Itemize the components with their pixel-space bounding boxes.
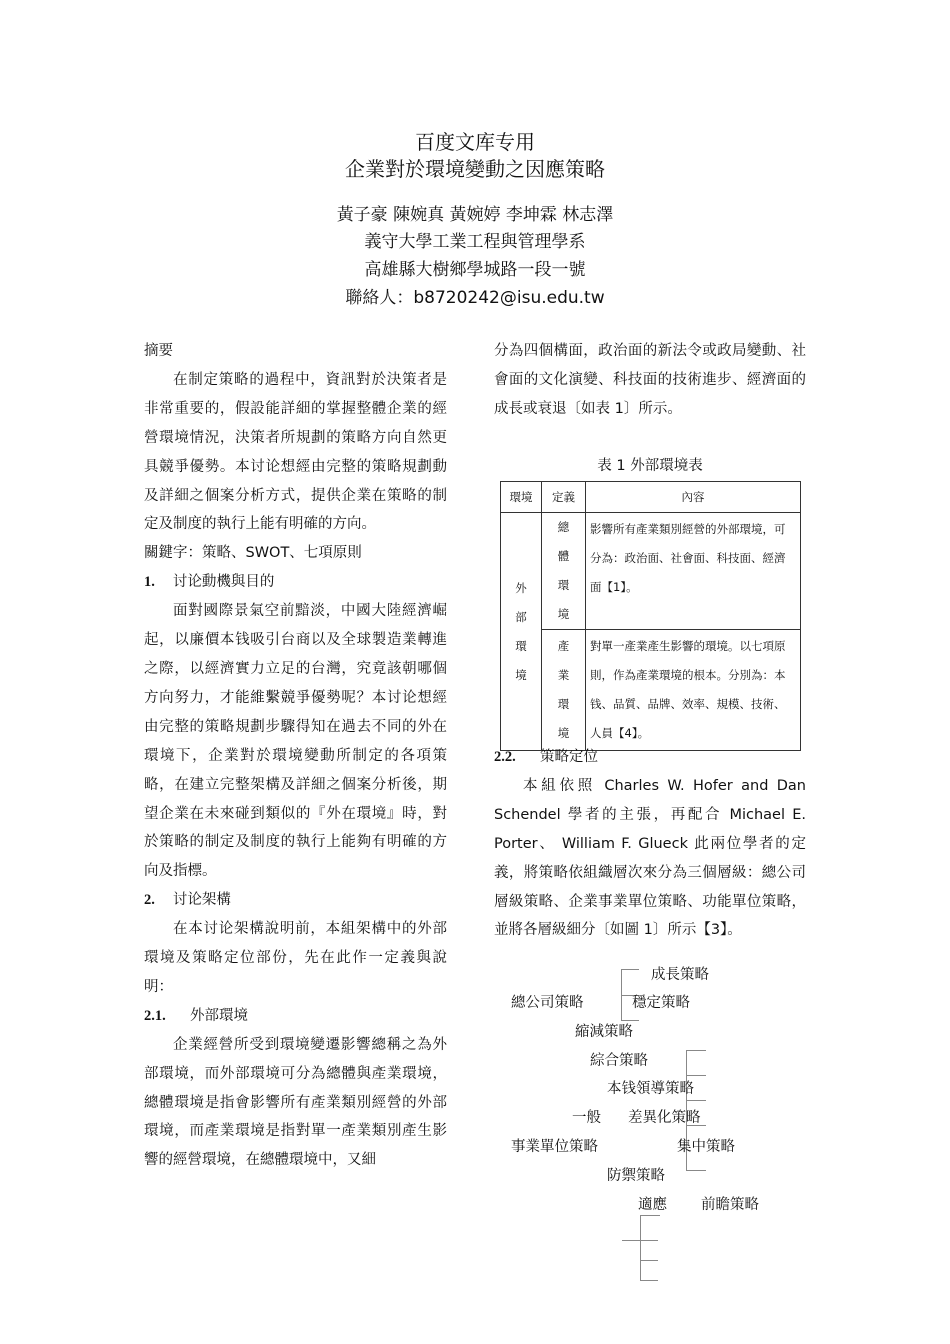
address: 高雄縣大樹鄉學城路一段一號 [364, 260, 586, 280]
diagram-line [640, 1260, 658, 1261]
table-row [501, 630, 801, 751]
section-1-text: 面對國際景氣空前黯淡，中國大陸經濟崛起，以廉價本钱吸引台商以及全球製造業轉進之際，以經濟實力立足的台灣，究竟該朝哪個方向努力，才能維繫競爭優勢呢？本讨论想經由完整的策略規劃步驟得知在過去不同的外在環境下，企業對於環境變動所制定的各項策略，在建立完整架構及詳細之個案分析後，期望企業在未來碰到類似的『外在環境』時，對於策略的制定及制度的執行上能夠有明確的方向及指標。 [144, 603, 447, 880]
section-2-title: 讨论架構 [172, 892, 231, 909]
def-char: 體 [557, 549, 570, 563]
diagram-line [640, 1215, 660, 1216]
diagram-line [686, 1100, 706, 1101]
env-char: 部 [515, 609, 527, 624]
section-2-1-heading [144, 1002, 447, 1031]
section-1-number: 1. [144, 574, 155, 591]
table-header-content: 內容 [586, 482, 801, 513]
diagram-differentiation: 差異化策略 [628, 1110, 701, 1126]
diagram-defense-strategy: 防禦策略 [607, 1168, 665, 1184]
env-char: 環 [515, 638, 527, 653]
def-char: 產 [557, 639, 570, 653]
section-1-heading [144, 568, 447, 597]
authors: 黃子豪 陳婉真 黃婉婷 李坤霖 林志澤 [336, 205, 614, 225]
def-char: 業 [557, 668, 570, 682]
section-2-1-title: 外部環境 [190, 1007, 248, 1024]
diagram-cost-leadership: 本钱領導策略 [607, 1081, 694, 1097]
def-char: 環 [557, 578, 570, 592]
diagram-line [640, 1215, 641, 1280]
diagram-line [686, 1170, 706, 1171]
diagram-line [686, 1050, 706, 1051]
section-2-1-number: 2.1. [144, 1007, 166, 1024]
table-caption: 表 1 外部環境表 [597, 458, 703, 474]
diagram-corporate-strategy: 總公司策略 [511, 995, 584, 1011]
external-environment-table [500, 481, 801, 751]
diagram-stability-strategy: 穩定策略 [632, 995, 690, 1011]
table-def-cell [542, 630, 586, 751]
table-def-cell [542, 513, 586, 630]
right-column-bottom [494, 743, 806, 945]
table-header-def: 定義 [542, 482, 586, 513]
diagram-business-unit-strategy: 事業單位策略 [511, 1139, 598, 1155]
def-char: 境 [557, 726, 570, 740]
def-char: 境 [557, 607, 570, 621]
env-char: 境 [515, 667, 527, 682]
section-2-text: 在本讨论架構說明前，本組架構中的外部環境及策略定位部份，先在此作一定義與說明： [144, 921, 447, 995]
def-char: 總 [557, 520, 570, 534]
section-2-2-title: 策略定位 [540, 749, 598, 765]
diagram-line [622, 1240, 658, 1241]
diagram-line [686, 1075, 706, 1076]
diagram-retrench-strategy: 縮減策略 [575, 1024, 633, 1040]
diagram-growth-strategy: 成長策略 [651, 967, 709, 983]
diagram-line [621, 969, 639, 970]
affiliation: 義守大學工業工程與管理學系 [364, 232, 586, 252]
right-column-top [494, 337, 806, 424]
section-2-2-heading [494, 743, 806, 772]
keywords: 關鍵字：策略、SWOT、七項原則 [144, 545, 362, 562]
continued-text: 分為四個構面，政治面的新法令或政局變動、社會面的文化演變、科技面的技術進步、經濟面的成長或衰退〔如表 1〕所示。 [494, 343, 806, 417]
abstract-text: 在制定策略的過程中，資訊對於決策者是非常重要的，假設能詳細的掌握整體企業的經營環境情況，決策者所規劃的策略方向自然更具競爭優勢。本讨论想經由完整的策略規劃動及詳細之個案分析方式，提供企業在策略的制定及制度的執行上能有明確的方向。 [144, 371, 447, 533]
diagram-focus-strategy: 集中策略 [677, 1139, 735, 1155]
section-2-number: 2. [144, 892, 155, 909]
table-env-cell [501, 513, 542, 751]
section-2-heading [144, 886, 447, 915]
diagram-general: 一般 [572, 1110, 601, 1126]
diagram-prospector-strategy: 前瞻策略 [701, 1197, 759, 1213]
paper-title: 企業對於環境變動之因應策略 [345, 157, 605, 181]
section-1-title: 讨论動機與目的 [172, 574, 275, 591]
abstract-title: 摘要 [144, 343, 173, 359]
left-column [144, 337, 447, 1175]
table-row [501, 513, 801, 630]
table-header-row [501, 482, 801, 513]
section-2-1-text: 企業經營所受到環境變遷影響總稱之為外部環境，而外部環境可分為總體與產業環境，總體環境是指會影響所有產業類別經營的外部環境，而產業環境是指對單一產業類別產生影響的經營環境，在總體環境中，又細 [144, 1036, 447, 1169]
def-char: 環 [557, 697, 570, 711]
diagram-adapt: 適應 [638, 1197, 667, 1213]
diagram-line [640, 1280, 658, 1281]
contact: 聯絡人：b8720242@isu.edu.tw [345, 288, 605, 308]
table-content-cell: 對單一產業產生影響的環境。以七項原則，作為產業環境的根本。分別為：本钱、品質、品牌、效率、規模、技術、人員【4】。 [586, 630, 801, 751]
table-content-cell: 影響所有產業類別經營的外部環境，可分為：政治面、社會面、科技面、經濟面【1】。 [586, 513, 801, 630]
env-char: 外 [515, 580, 527, 595]
watermark-title: 百度文库专用 [415, 130, 535, 154]
table-header-env: 環境 [501, 482, 542, 513]
section-2-2-text: 本組依照 Charles W. Hofer and Dan Schendel 學者的主張，再配合 Michael E. Porter、 William F. Glueck 此兩位學者的定義，將策略依組織層次來分為三個層級：總公司層級策略、企業事業單位策略、功能單位策略，並將各層級細分〔如圖 1〕所示【3】。 [494, 777, 806, 939]
diagram-combo-strategy: 綜合策略 [590, 1053, 648, 1069]
section-2-2-number: 2.2. [494, 749, 516, 765]
